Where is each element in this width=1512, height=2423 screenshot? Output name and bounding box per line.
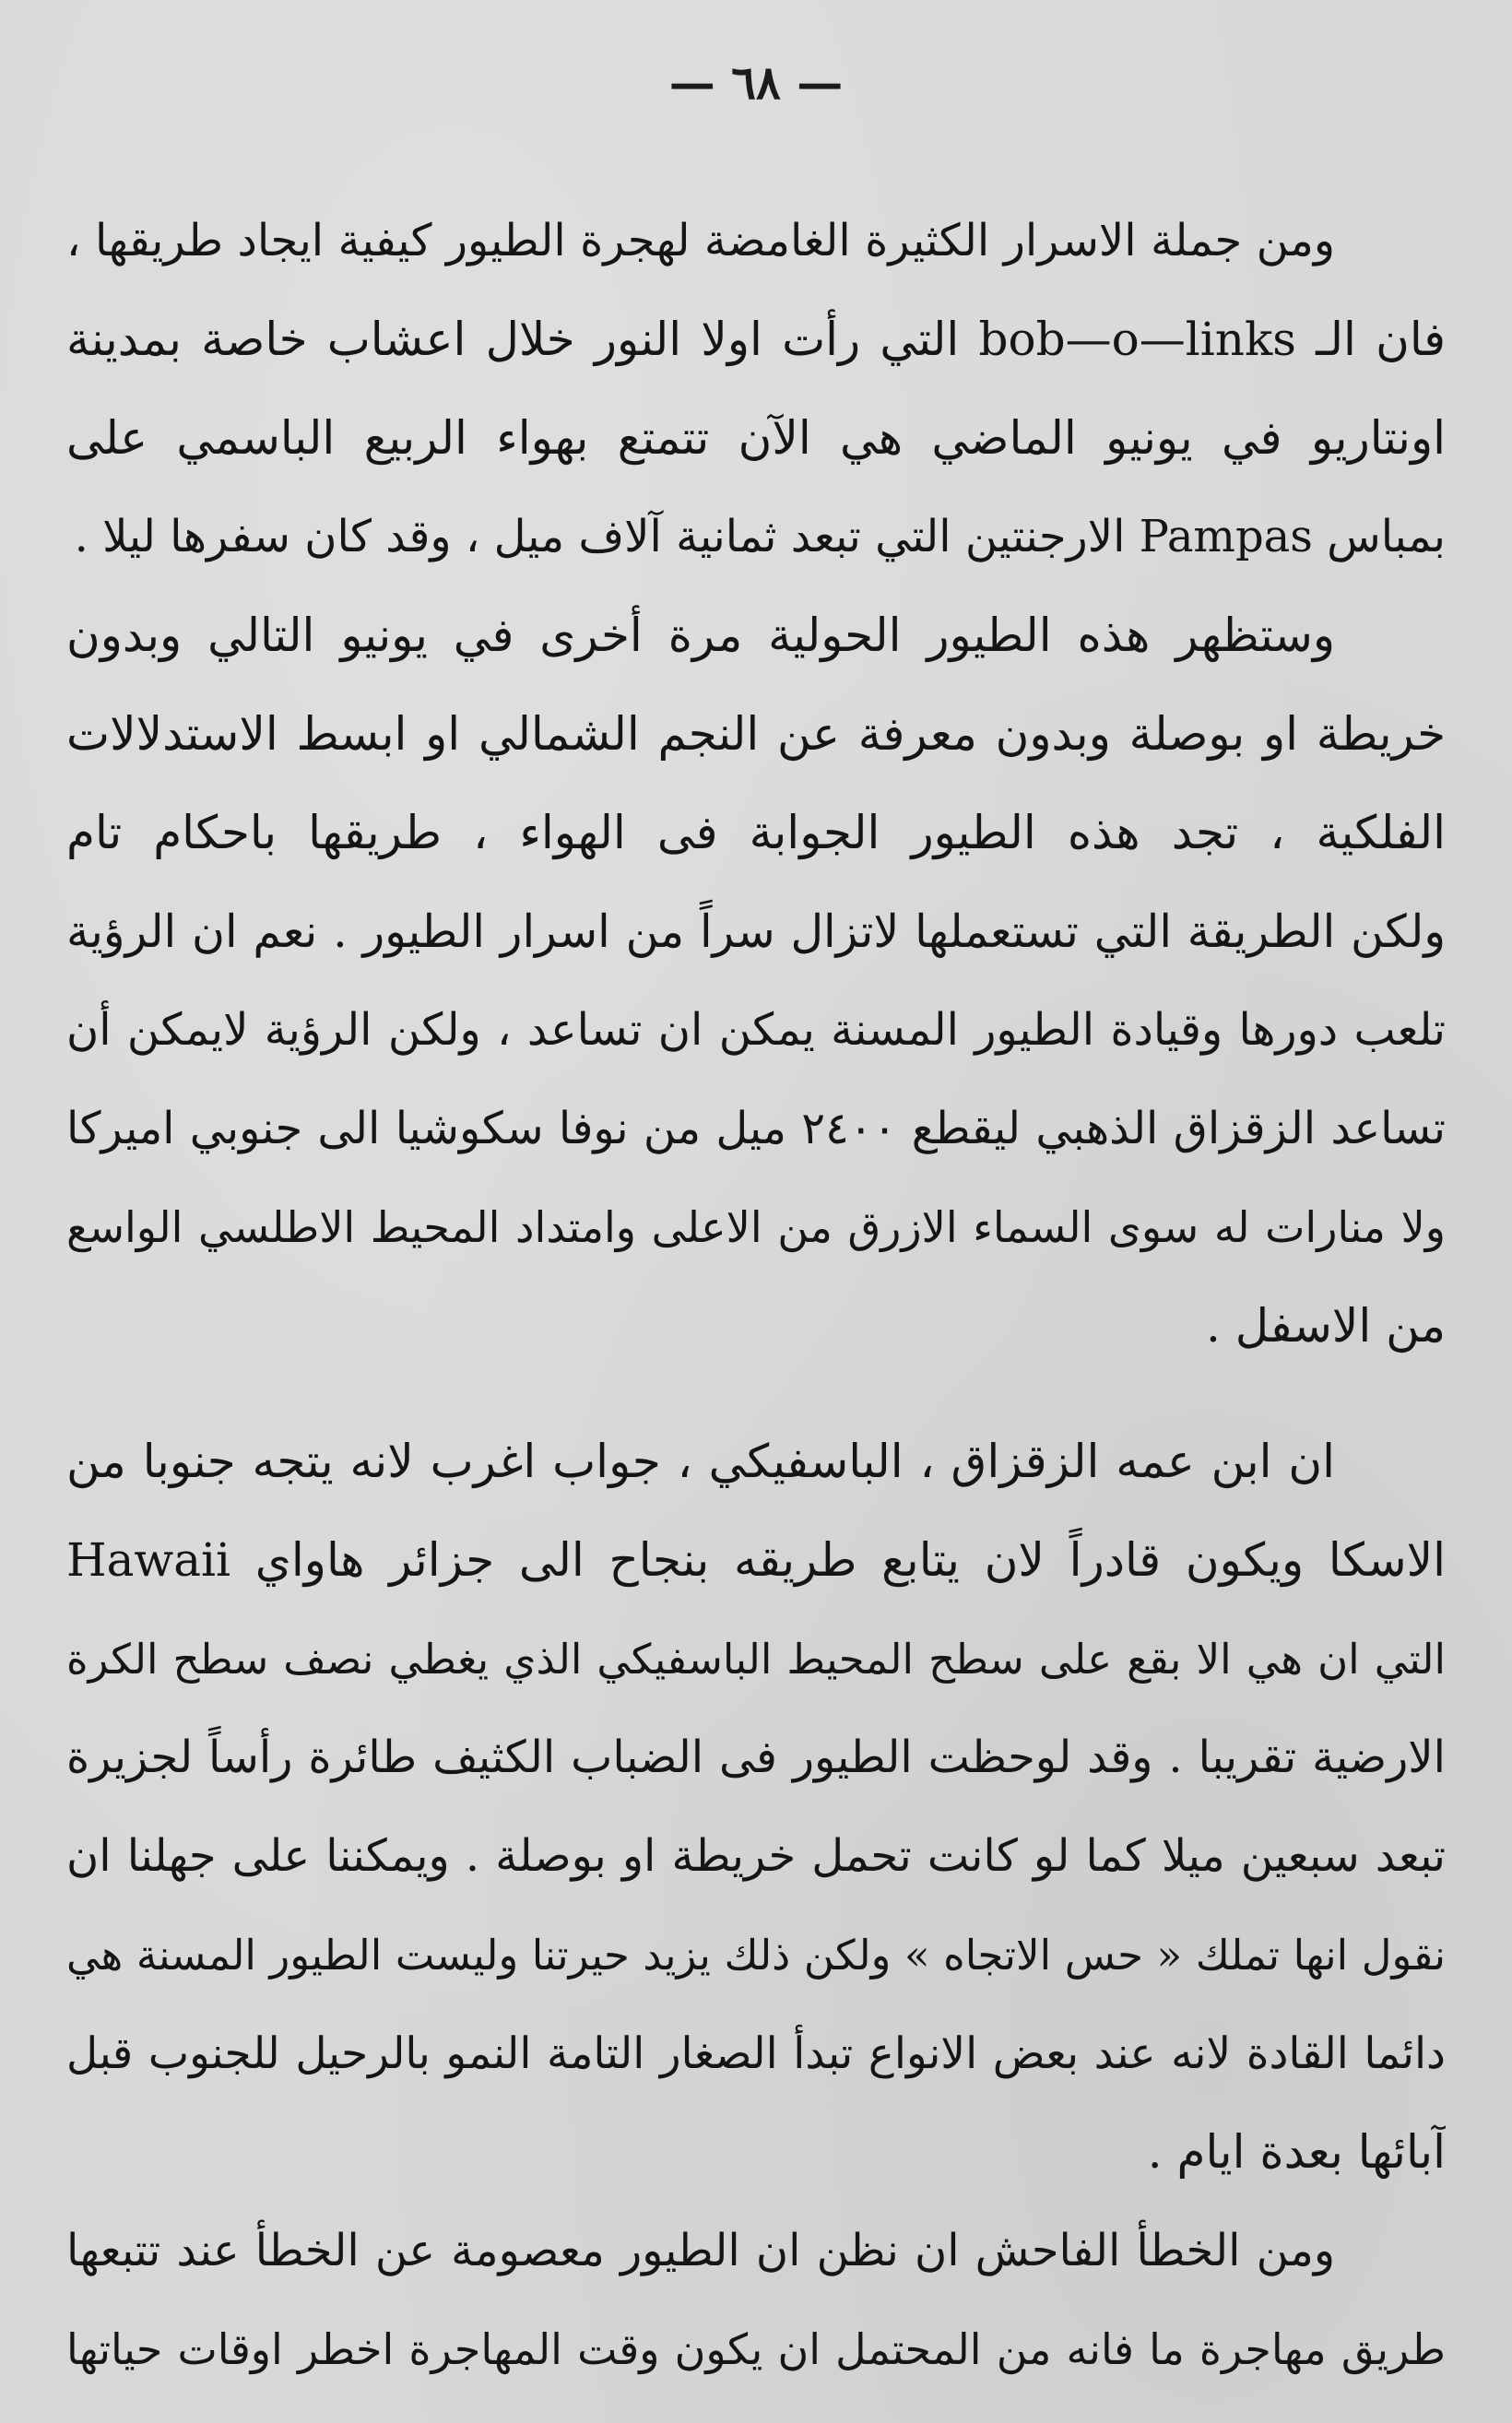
text-line: التي ان هي الا بقع على سطح المحيط الباسفيكي الذي يغطي نصف سطح الكرة (66, 1635, 1446, 1684)
paragraph-4 (66, 2202, 1446, 2399)
text-line: الاسكا ويكون قادراً لان يتابع طريقه بنجاح الى جزائر هاواي Hawaii (66, 1533, 1446, 1587)
text-line: اونتاريو في يونيو الماضي هي الآن تتمتع بهواء الربيع الباسمي على (66, 411, 1446, 465)
text-line: خريطة او بوصلة وبدون معرفة عن النجم الشمالي او ابسط الاستدلالات (66, 707, 1446, 761)
text-line: ولا منارات له سوى السماء الازرق من الاعلى وامتداد المحيط الاطلسي الواسع (66, 1202, 1446, 1252)
text-line: الفلكية ، تجد هذه الطيور الجوابة فى الهواء ، طريقها باحكام تام (66, 806, 1446, 859)
text-line: من الاسفل . (1206, 1299, 1446, 1353)
text-line: فان الـ bob—o—links التي رأت اولا النور خلال اعشاب خاصة بمدينة (66, 313, 1446, 366)
text-line: طريق مهاجرة ما فانه من المحتمل ان يكون وقت المهاجرة اخطر اوقات حياتها (66, 2324, 1446, 2374)
text-line: ان ابن عمه الزقزاق ، الباسفيكي ، جواب اغرب لانه يتجه جنوبا من (66, 1435, 1335, 1488)
text-line: ومن جملة الاسرار الكثيرة الغامضة لهجرة الطيور كيفية ايجاد طريقها ، (66, 215, 1335, 266)
paragraph-gap (66, 1376, 1446, 1412)
text-line: ومن الخطأ الفاحش ان نظن ان الطيور معصومة عن الخطأ عند تتبعها (66, 2225, 1335, 2276)
text-line: ولكن الطريقة التي تستعملها لاتزال سراً من اسرار الطيور . نعم ان الرؤية (66, 905, 1446, 958)
text-line: تساعد الزقزاق الذهبي ليقطع ٢٤٠٠ ميل من نوفا سكوشيا الى جنوبي اميركا (66, 1103, 1446, 1154)
text-line: وستظهر هذه الطيور الحولية مرة أخرى في يونيو التالي وبدون (66, 609, 1336, 662)
text-line: بمباس Pampas الارجنتين التي تبعد ثمانية آلاف ميل ، وقد كان سفرها ليلا . (74, 511, 1446, 562)
page-number: — ٦٨ — (668, 55, 844, 110)
text-line: الارضية تقريبا . وقد لوحظت الطيور فى الضباب الكثيف طائرة رأساً لجزيرة (66, 1732, 1446, 1783)
paragraph-2 (66, 586, 1446, 1376)
paragraph-1 (66, 192, 1446, 586)
text-line: آبائها بعدة ايام . (1147, 2125, 1446, 2179)
text-line: دائما القادة لانه عند بعض الانواع تبدأ الصغار التامة النمو بالرحيل للجنوب قبل (66, 2028, 1446, 2079)
article-body (66, 192, 1446, 2399)
text-line: نقول انها تملك « حس الاتجاه » ولكن ذلك يزيد حيرتنا وليست الطيور المسنة هي (66, 1931, 1446, 1980)
paragraph-3 (66, 1412, 1446, 2202)
text-line: تبعد سبعين ميلا كما لو كانت تحمل خريطة او بوصلة . ويمكننا على جهلنا ان (66, 1830, 1446, 1882)
text-line: تلعب دورها وقيادة الطيور المسنة يمكن ان تساعد ، ولكن الرؤية لايمكن أن (66, 1004, 1446, 1056)
